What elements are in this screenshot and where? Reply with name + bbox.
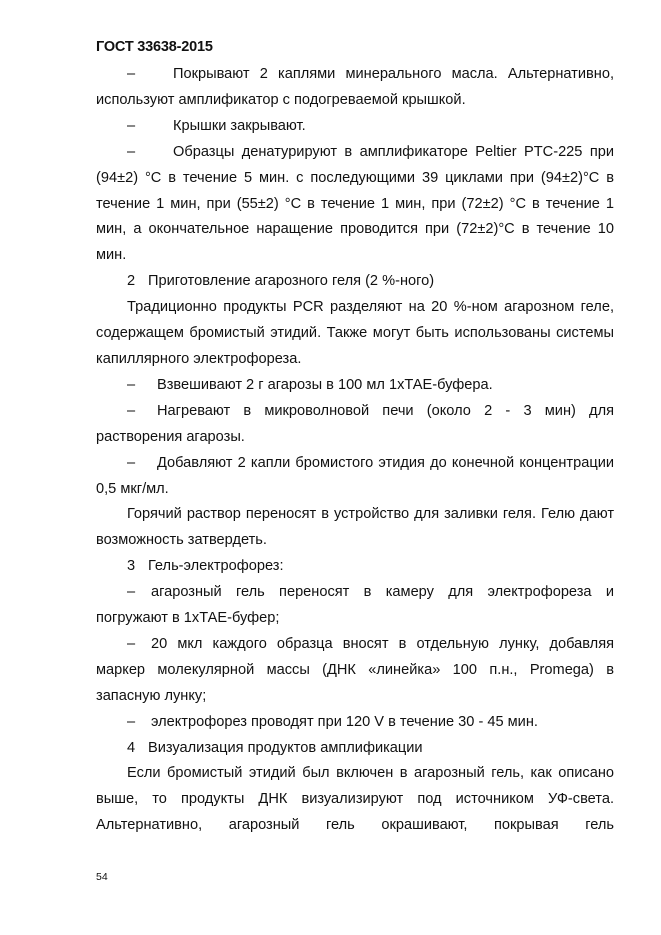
list-dash: –: [127, 635, 136, 652]
paragraph-ethidium: [96, 451, 614, 503]
list-dash: –: [127, 584, 136, 601]
body-text: [96, 62, 614, 839]
paragraph-text: Крышки закрывают.: [173, 117, 306, 134]
paragraph-run-electrophoresis: [96, 710, 614, 736]
section-title: Приготовление агарозного геля (2 %-ного): [148, 273, 435, 290]
page-number: 54: [96, 871, 108, 883]
paragraph-text: электрофорез проводят при 120 V в течение 30 - 45 мин.: [151, 713, 538, 730]
paragraph-visualization: Если бромистый этидий был включен в агарозный гель, как описано выше, то продукты ДНК визуализируют под источником УФ-света. Альтернативно, агарозный гель окрашивают, покрывая гель: [96, 765, 614, 834]
paragraph-text: Добавляют 2 капли бромистого этидия до конечной концентрации 0,5 мкг/мл.: [96, 454, 614, 497]
paragraph-pcr-separation: Традиционно продукты PCR разделяют на 20 %-ном агарозном геле, содержащем бромистый этидий. Также могут быть использованы системы капиллярного электрофореза.: [96, 299, 614, 367]
paragraph-load-samples: [96, 632, 614, 710]
list-dash: –: [127, 713, 136, 730]
paragraph-text: 20 мкл каждого образца вносят в отдельную лунку, добавляя маркер молекулярной массы (ДНК «линейка» 100 п.н., Promega) в запасную лунку;: [96, 635, 614, 704]
paragraph-microwave: [96, 399, 614, 451]
section-number: 4: [127, 739, 136, 756]
paragraph-text: агарозный гель переносят в камеру для электрофореза и погружают в 1хТАЕ-буфер;: [96, 584, 614, 627]
paragraph-close-lids: [96, 114, 614, 140]
list-dash: –: [127, 454, 136, 471]
paragraph-text: Образцы денатурируют в амплификаторе Peltier PTC-225 при (94±2) °С в течение 5 мин. с последующими 39 циклами при (94±2)°С в течение 1 мин, при (55±2) °С в течение 1 мин, при (72±2) °С в течение 1 мин, а окончательное наращение проводится при (72±2)°С в течение 10 мин.: [96, 143, 614, 264]
section-title: Гель-электрофорез:: [148, 558, 284, 575]
paragraph-denaturation: [96, 140, 614, 270]
paragraph-gel-transfer: [96, 580, 614, 632]
list-dash: –: [127, 402, 136, 419]
standard-header: ГОСТ 33638-2015: [96, 39, 213, 55]
paragraph-text: Нагревают в микроволновой печи (около 2 - 3 мин) для растворения агарозы.: [96, 402, 614, 445]
list-dash: –: [127, 143, 136, 160]
section-heading-2: [96, 269, 614, 295]
paragraph-pour-gel: Горячий раствор переносят в устройство для заливки геля. Гелю дают возможность затвердеть.: [96, 506, 614, 549]
list-dash: –: [127, 66, 136, 82]
list-dash: –: [127, 117, 136, 134]
section-number: 2: [127, 273, 136, 290]
paragraph-text: Покрывают 2 каплями минерального масла. Альтернативно, используют амплификатор с подогреваемой крышкой.: [96, 66, 614, 108]
section-heading-4: [96, 736, 614, 762]
paragraph-mineral-oil: [96, 62, 614, 114]
section-heading-3: [96, 554, 614, 580]
list-dash: –: [127, 376, 136, 393]
section-title: Визуализация продуктов амплификации: [148, 739, 423, 756]
paragraph-weigh-agarose: [96, 373, 614, 399]
section-number: 3: [127, 558, 136, 575]
paragraph-text: Взвешивают 2 г агарозы в 100 мл 1хТАЕ-буфера.: [157, 376, 493, 393]
